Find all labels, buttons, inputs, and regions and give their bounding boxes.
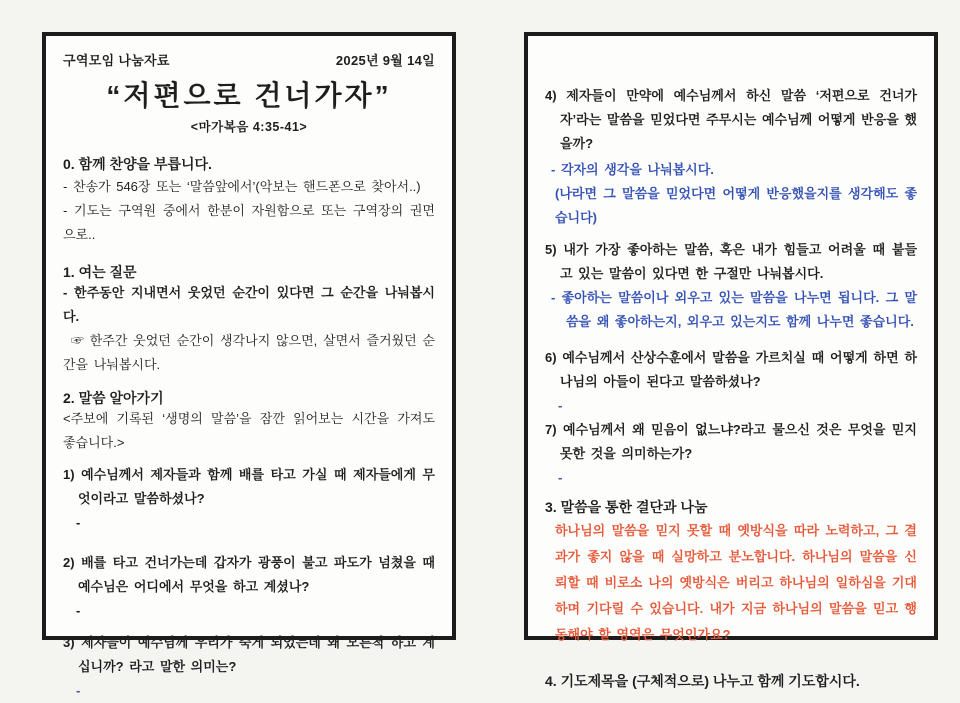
question-2-answer-dash: - xyxy=(76,603,81,618)
question-5-note: - 좋아하는 말씀이나 외우고 있는 말씀을 나누면 됩니다. 그 말씀을 왜 좋아하는지, 외우고 있는지도 함께 나누면 좋습니다. xyxy=(551,290,917,329)
opening-question-line: - 한주동안 지내면서 웃었던 순간이 있다면 그 순간을 나눠봅시다. xyxy=(63,285,435,324)
section-opening-heading: 1. 여는 질문 xyxy=(63,264,137,280)
question-1: 1) 예수님께서 제자들과 함께 배를 타고 가실 때 제자들에게 무엇이라고 말씀하셨나? xyxy=(63,467,435,506)
doc-date: 2025년 9월 14일 xyxy=(335,53,435,68)
question-5: 5) 내가 가장 좋아하는 말씀, 혹은 내가 힘들고 어려울 때 붙들고 있는 말씀이 있다면 한 구절만 나눠봅시다. xyxy=(545,242,917,281)
section-praise-heading: 0. 함께 찬양을 부릅니다. xyxy=(63,156,212,172)
question-4-note-1: - 각자의 생각을 나눠봅시다. xyxy=(551,162,714,177)
section-word-study xyxy=(63,389,435,703)
question-6: 6) 예수님께서 산상수훈에서 말씀을 가르치실 때 어떻게 하면 하나님의 아들이 된다고 말씀하셨나? xyxy=(545,350,917,389)
question-4-note-2: (나라면 그 말씀을 믿었다면 어떻게 반응했을지를 생각해도 좋습니다) xyxy=(555,186,917,225)
section-opening-question xyxy=(63,263,435,377)
question-4: 4) 제자들이 만약에 예수님께서 하신 말씀 ‘저편으로 건너가자’라는 말씀을 믿었다면 주무시는 예수님께 어떻게 반응을 했을까? xyxy=(545,88,917,151)
right-page xyxy=(524,32,938,689)
left-page xyxy=(42,32,456,698)
decision-body-text: 하나님의 말씀을 믿지 못할 때 옛방식을 따라 노력하고, 그 결과가 좋지 않을 때 실망하고 분노합니다. 하나님의 말씀을 신뢰할 때 비로소 나의 옛방식은 버리고 하나님의 일하심을 기대하며 기다릴 수 있습니다. 내가 지금 하나님의 말씀을 믿고 행동해야 할 영역은 무엇인가요? xyxy=(555,523,917,642)
question-2: 2) 배를 타고 건너가는데 갑자가 광풍이 불고 파도가 넘쳤을 때 예수님은 어디에서 무엇을 하고 계셨나? xyxy=(63,555,435,594)
doc-type-label: 구역모임 나눔자료 xyxy=(63,53,170,68)
section-praise-line-prayer: - 기도는 구역원 중에서 한분이 자원함으로 또는 구역장의 권면으로.. xyxy=(63,203,435,242)
question-1-answer-dash: - xyxy=(76,515,81,530)
question-3: 3) 제자들이 예수님께 우리가 죽게 되었는데 왜 모른척 하고 계십니까? 라고 말한 의미는? xyxy=(63,635,435,674)
question-3-answer-dash: - xyxy=(76,683,81,698)
scripture-reference: <마가복음 4:35-41> xyxy=(190,120,308,134)
section-prayer-heading: 4. 기도제목을 (구체적으로) 나누고 함께 기도합시다. xyxy=(545,673,860,689)
section-praise-line-hymn: - 찬송가 546장 또는 ‘말씀앞에서’(악보는 핸드폰으로 찾아서..) xyxy=(63,179,421,194)
opening-question-tip: ☞ 한주간 웃었던 순간이 생각나지 않으면, 살면서 즐거웠던 순간을 나눠봅시다. xyxy=(63,333,435,372)
doc-title: “저편으로 건너가자” xyxy=(106,80,392,111)
section-word-study-heading: 2. 말씀 알아가기 xyxy=(63,390,164,406)
question-7-answer-dash: - xyxy=(558,470,563,485)
section-decision-heading: 3. 말씀을 통한 결단과 나눔 xyxy=(545,499,708,515)
section-decision-sharing xyxy=(545,498,917,648)
question-6-answer-dash: - xyxy=(558,398,563,413)
section-praise xyxy=(63,155,435,247)
word-study-note: <주보에 기록된 ‘생명의 말씀’을 잠깐 읽어보는 시간을 가져도 좋습니다.> xyxy=(63,411,435,450)
page-header xyxy=(63,50,435,69)
question-7: 7) 예수님께서 왜 믿음이 없느냐?라고 물으신 것은 무엇을 믿지 못한 것을 의미하는가? xyxy=(545,422,917,461)
